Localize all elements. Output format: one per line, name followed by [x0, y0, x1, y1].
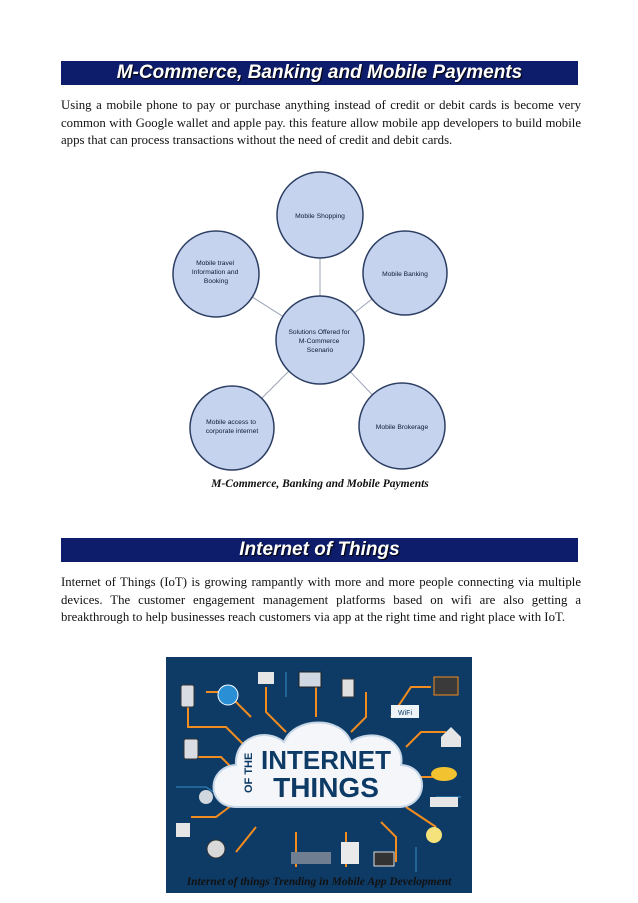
webcam-icon [207, 840, 225, 858]
center-label-line3: Scenario [306, 347, 334, 354]
center-label-line1: Solutions Offered for [288, 329, 350, 336]
m-commerce-paragraph: Using a mobile phone to pay or purchase anything instead of credit or debit cards is become very common with Google wallet and apple pay. this feature allow mobile app developers to build mobile apps that can process transactions without the need of credit and debit cards. [61, 98, 581, 147]
iot-paragraph: Internet of Things (IoT) is growing rampantly with more and more people connecting via multiple devices. The customer engagement management platforms based on wifi are also getting a breakthrough to help businesses reach customers via app at the right time and right place with IoT. [61, 575, 581, 624]
node-label-mobile-banking: Mobile Banking [382, 271, 428, 278]
node-label-mobile-access-line1: Mobile access to [206, 419, 256, 426]
center-label-line2: M-Commerce [298, 338, 340, 345]
logo-of-the: OF THE [243, 752, 255, 793]
printer-icon [258, 672, 274, 684]
logo-internet: INTERNET [261, 745, 391, 775]
diagram-node-mobile-brokerage [359, 383, 445, 469]
smartphone-icon [181, 685, 194, 707]
monitor-icon [299, 672, 321, 687]
node-label-mobile-travel-line3: Booking [203, 278, 229, 285]
node-label-mobile-travel-line1: Mobile travel [196, 260, 235, 267]
node-label-mobile-brokerage: Mobile Brokerage [375, 424, 429, 431]
svg-text:Mobile Brokerage [376, 424, 429, 431]
section-heading-m-commerce: M-Commerce, Banking and Mobile Payments [61, 61, 578, 85]
node-label-mobile-shopping: Mobile Shopping [295, 213, 345, 220]
diagram-center-node [276, 296, 364, 384]
logo-things: THINGS [273, 772, 379, 803]
diagram-node-mobile-access [190, 386, 274, 470]
iot-caption: Internet of things Trending in Mobile App Development [186, 876, 452, 888]
server-icon [434, 677, 458, 695]
appliance-icon [430, 797, 458, 807]
svg-text:Mobile Shopping [295, 213, 345, 220]
car-icon [431, 767, 457, 781]
rss-icon [176, 823, 190, 837]
diagram-node-mobile-travel [173, 231, 259, 317]
chat-icon [199, 790, 213, 804]
phone-icon [184, 739, 198, 759]
wifi-label: WiFi [398, 710, 412, 717]
iot-illustration [166, 657, 472, 893]
svg-text:Mobile Banking [382, 271, 428, 278]
globe-icon [218, 685, 238, 705]
node-label-mobile-access-line2: corporate internet [205, 428, 259, 435]
diagram-node-mobile-banking [363, 231, 447, 315]
m-commerce-diagram [170, 170, 460, 475]
device-icon [342, 679, 354, 697]
diagram-caption: M-Commerce, Banking and Mobile Payments [211, 478, 429, 490]
section-heading-iot: Internet of Things [61, 538, 578, 562]
node-label-mobile-travel-line2: Information and [191, 269, 239, 276]
diagram-node-mobile-shopping [277, 172, 363, 258]
ship-icon [291, 852, 331, 864]
lightbulb-icon [426, 827, 442, 843]
washing-machine-icon [341, 842, 359, 864]
microwave-icon [374, 852, 394, 866]
